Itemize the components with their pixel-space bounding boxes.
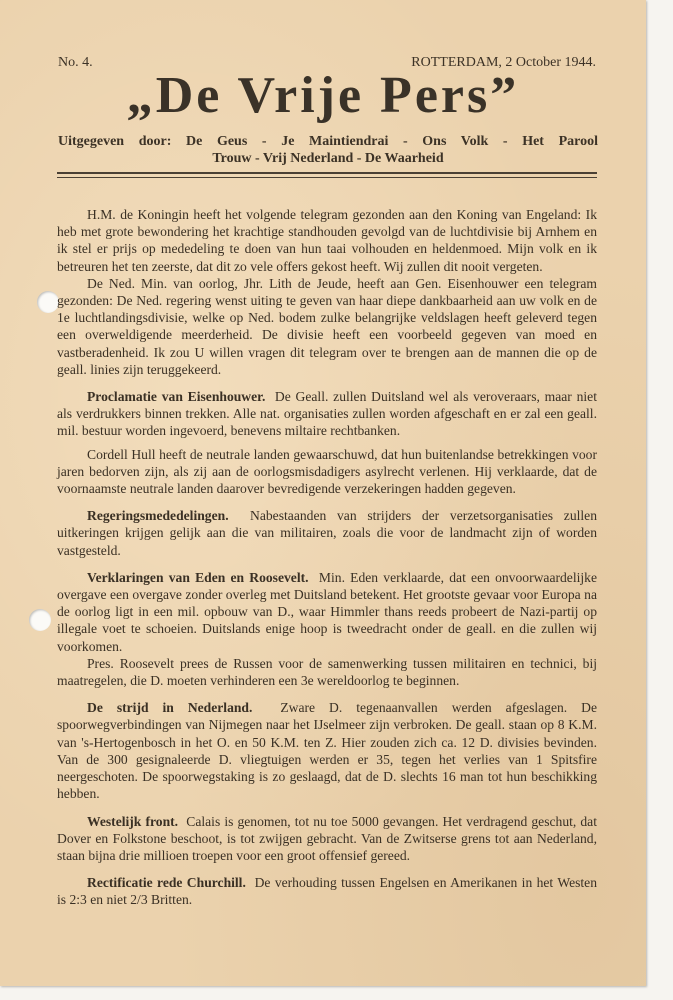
- punch-hole: [29, 609, 51, 631]
- article-heading: De strijd in Nederland.: [87, 700, 253, 716]
- masthead-double-rule: [57, 172, 597, 178]
- article-heading: Verklaringen van Eden en Roosevelt.: [87, 569, 309, 585]
- publishers-line-2: Trouw - Vrij Nederland - De Waarheid: [212, 151, 444, 166]
- article-regeringsmededelingen: Regeringsmededelingen. Nabestaanden van strijders der verzetsorganisaties zullen uitkeringen krijgen gelijk aan die van militairen, zoals die voor de landmacht zijn of worden vastgesteld.: [57, 508, 598, 558]
- newspaper-title: „De Vrije Pers”: [126, 67, 520, 124]
- article-paragraph: Pres. Roosevelt prees de Russen voor de samenwerking tussen militairen en technici, bij maatregelen, die D. moeten verhinderen een 3e wereldoorlog te beginnen.: [57, 655, 597, 689]
- article-rectificatie: Rectificatie rede Churchill. De verhouding tussen Engelsen en Amerikanen in het Westen is 2:3 en niet 2/3 Britten.: [57, 875, 598, 908]
- issue-number: No. 4.: [58, 55, 93, 70]
- place-date: ROTTERDAM, 2 October 1944.: [411, 55, 596, 70]
- article-strijd-nederland: De strijd in Nederland. Zware D. tegenaanvallen werden afgeslagen. De spoorwegverbindingen van Nijmegen naar het IJselmeer zijn verbroken. De geall. staan op 8 K.M. van 's-Hertogenbosch in het O. en 50 K.M. ten Z. Hier zouden zich ca. 12 D. divisies bevinden. Van de 300 gesignaleerde D. vliegtuigen werden er 35, tegen het verlies van 1 Spitsfire neergeschoten. De spoorwegstaking is zo geslaagd, dat de D. slechts 16 man tot hun beschikking hebben.: [57, 700, 598, 802]
- article-heading: Westelijk front.: [87, 813, 179, 829]
- article-heading: Rectificatie rede Churchill.: [87, 875, 246, 891]
- article-paragraph: H.M. de Koningin heeft het volgende telegram gezonden aan den Koning van Engeland: Ik heb met grote bewondering het krachtige standhouden gevolgd van de luchtdivisie bij Arnhem en ik stel er prijs op mededeling te doen van hun taai volhouden en heldenmoed. Mijn volk en ik betreuren het ten zeerste, dat dit zo vele offers gekost heeft. Wij zullen dit nooit vergeten.: [57, 207, 597, 274]
- article-body: [57, 206, 597, 909]
- article-heading: Proclamatie van Eisenhouwer.: [87, 389, 266, 405]
- article-heading: Regeringsmededelingen.: [87, 508, 229, 524]
- article-eden-roosevelt: Verklaringen van Eden en Roosevelt. Min. Eden verklaarde, dat een onvoorwaardelijke overgave een overgave zonder overleg met Duitsland betekent. Het grootste gevaar voor Europa na de oorlog ligt in een mil. opbouw van D., waar Himmler thans reeds probeert de Nazi-partij op illegale voet te schoeien. Duitslands enige hoop is tweedracht onder de geall. en die zullen wij voorkomen.: [57, 569, 597, 654]
- article-paragraph: Cordell Hull heeft de neutrale landen gewaarschuwd, dat hun buitenlandse betrekkingen voor jaren bedorven zijn, als zij aan de oorlogsmisdadigers asylrecht verlenen. Hij verklaarde, dat de voornaamste neutrale landen daarover bevredigende verzekeringen hadden gegeven.: [57, 446, 597, 497]
- publishers-line-1: Uitgegeven door: De Geus - Je Maintiendrai - Ons Volk - Het Parool: [58, 134, 598, 149]
- article-westelijk-front: Westelijk front. Calais is genomen, tot nu toe 5000 gevangen. Het verdragend geschut, dat Dover en Folkstone beschoot, is tot zwijgen gebracht. Van de Zwitserse grens tot aan Nederland, staan bijna drie millioen troepen voor een groot offensief gereed.: [57, 813, 597, 863]
- punch-hole: [37, 291, 59, 313]
- article-paragraph: De Ned. Min. van oorlog, Jhr. Lith de Jeude, heeft aan Gen. Eisenhouwer een telegram gezonden: De Ned. regering wenst uiting te geven van haar diepe dankbaarheid aan uw volk en de 1e luchtlandingsdivisie, welke op Ned. bodem zulke belangrijke veldslagen heeft geleverd tegen een overweldigende meerderheid. De divisie heeft een voorbeeld gegeven van moed en vastberadenheid. Ik zou U willen vragen dit telegram over te brengen aan de mannen die op de geall. linies zijn teruggekeerd.: [57, 275, 597, 377]
- article-eisenhouwer: Proclamatie van Eisenhouwer. De Geall. zullen Duitsland wel als veroveraars, maar niet als verdrukkers binnen trekken. Alle nat. organisaties zullen worden afgeschaft en er zal een geall. mil. bestuur worden ingevoerd, benevens miltaire rechtbanken.: [57, 389, 597, 439]
